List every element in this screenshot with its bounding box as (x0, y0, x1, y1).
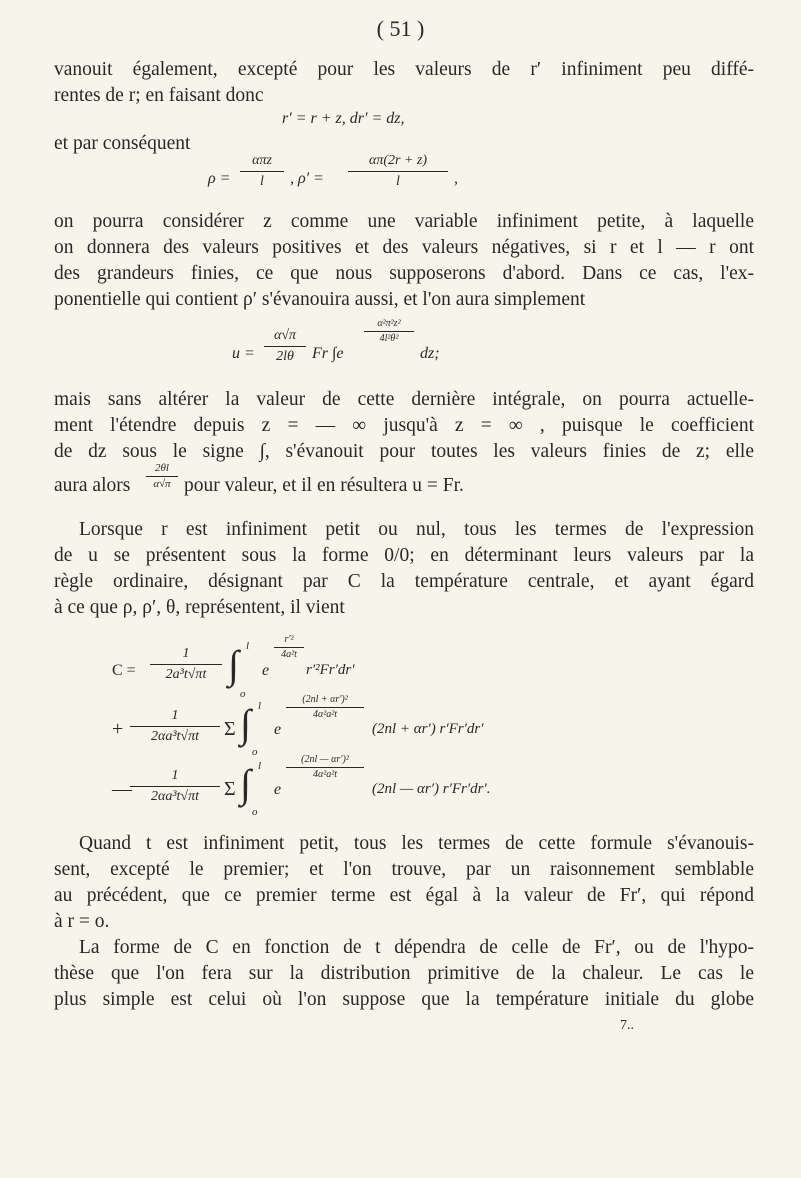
exponential-base: e (262, 662, 270, 679)
fraction-denominator: l (396, 174, 400, 189)
equation-substitution: r′ = r + z, dr′ = dz, (282, 110, 405, 127)
text-line: thèse que l'on fera sur la distribution primitive de la chaleur. Le cas le (54, 963, 754, 984)
integral-upper-limit: l (246, 640, 250, 652)
fraction-bar (274, 647, 304, 648)
integral-sign: ∫ (240, 701, 251, 746)
fraction-bar (130, 786, 220, 787)
text-line: sent, excepté le premier; et l'on trouve, par un raisonnement semblable (54, 859, 754, 880)
integral-lower-limit: o (240, 688, 246, 700)
fraction-term2 (130, 707, 220, 746)
integral-upper-limit: l (258, 760, 262, 772)
text-line: à ce que ρ, ρ′, θ, représentent, il vient (54, 597, 345, 618)
integral-lower-limit: o (252, 746, 258, 758)
text-line: et par conséquent (54, 133, 191, 154)
fraction-denominator: 2αa³t√πt (150, 729, 200, 744)
equation-u-lhs: u = (232, 345, 255, 362)
integral-sign: ∫ (228, 642, 239, 687)
text-line: des grandeurs finies, ce que nous supposerons d'abord. Dans ce cas, l'ex- (54, 263, 754, 284)
text-line: on pourra considérer z comme une variable infiniment petite, à laquelle (54, 211, 754, 232)
fraction-numerator: α√π (273, 328, 297, 343)
fraction-denominator: α√π (153, 478, 171, 490)
fraction-bar (348, 171, 448, 172)
fraction-denominator: 4l²θ² (379, 333, 399, 344)
equation-u-end: dz; (420, 345, 440, 362)
fraction-rho-prime (348, 152, 448, 191)
equation-rho-lhs: ρ = (208, 170, 231, 187)
fraction-bar (286, 707, 364, 708)
fraction-exponent (364, 318, 414, 345)
text-line: de dz sous le signe ∫, s'évanouit pour toutes les valeurs finies de z; elle (54, 441, 754, 462)
fraction-numerator: 1 (182, 646, 190, 661)
fraction-denominator: l (260, 174, 264, 189)
fraction-denominator: 2αa³t√πt (150, 789, 200, 804)
fraction-numerator: r′² (284, 634, 294, 645)
fraction-denominator: 4a²t (281, 649, 297, 660)
integral-lower-limit: o (252, 806, 258, 818)
fraction-bar (240, 171, 284, 172)
plus-sign: + (112, 718, 124, 740)
equation-u-integral: Fr ∫e (312, 345, 344, 362)
fraction-bar (130, 726, 220, 727)
text-line: on donnera des valeurs positives et des valeurs négatives, si r et l — r ont (54, 237, 754, 258)
text-line: rentes de r; en faisant donc (54, 85, 264, 106)
sum-sign: Σ (224, 718, 236, 740)
fraction-rho (240, 152, 284, 191)
integrand-tail: (2nl + αr′) r′Fr′dr′ (372, 721, 484, 737)
integrand-tail: (2nl — αr′) r′Fr′dr′. (372, 781, 491, 797)
fraction-bar (146, 476, 178, 477)
fraction-denominator: 4α²a²t (312, 709, 338, 720)
fraction-numerator: 1 (171, 768, 179, 783)
text-line: Lorsque r est infiniment petit ou nul, tous les termes de l'expression (79, 519, 754, 540)
text-line: La forme de C en fonction de t dépendra de celle de Fr′, ou de l'hypo- (79, 937, 754, 958)
text-line: à r = o. (54, 911, 110, 932)
integral-upper-limit: l (258, 700, 262, 712)
fraction-bar (364, 331, 414, 332)
fraction-term1 (150, 645, 222, 684)
fraction-denominator: 2a³t√πt (165, 667, 207, 682)
text-line: Quand t est infiniment petit, tous les termes de cette formule s'évanouis- (79, 833, 754, 854)
text-line: plus simple est celui où l'on suppose que la température initiale du globe (54, 989, 754, 1010)
text-line: de u se présentent sous la forme 0/0; en déterminant leurs valeurs par la (54, 545, 754, 566)
fraction-exponent (274, 634, 304, 661)
fraction-denominator: 4α²a²t (312, 769, 338, 780)
fraction-numerator: 2θl (155, 462, 169, 474)
text-line: au précédent, que ce premier terme est égal à la valeur de Fr′, qui répond (54, 885, 754, 906)
fraction-bar (150, 664, 222, 665)
fraction-bar (264, 346, 306, 347)
signature-mark: 7.. (620, 1018, 634, 1033)
fraction-numerator: 1 (171, 708, 179, 723)
equation-end: , (454, 170, 458, 187)
fraction-numerator: α²π²z² (377, 318, 401, 329)
fraction-inline (146, 462, 178, 491)
text-line-suffix: pour valeur, et il en résultera u = Fr. (184, 475, 464, 496)
text-line-prefix: aura alors (54, 475, 131, 496)
text-line: ponentielle qui contient ρ′ s'évanouira aussi, et l'on aura simplement (54, 289, 586, 310)
text-line: ment l'étendre depuis z = — ∞ jusqu'à z = ∞ , puisque le coefficient (54, 415, 754, 436)
equation-rho-prime-lhs: , ρ′ = (290, 170, 324, 187)
fraction-numerator: απz (252, 153, 272, 168)
fraction-u (264, 327, 306, 366)
fraction-numerator: (2nl + αr′)² (302, 694, 348, 705)
exponential-base: e (274, 781, 282, 798)
integral-sign: ∫ (240, 761, 251, 806)
fraction-bar (286, 767, 364, 768)
fraction-numerator: (2nl — αr′)² (301, 754, 349, 765)
equation-C-lhs: C = (112, 662, 136, 679)
fraction-term3 (130, 767, 220, 806)
text-line: mais sans altérer la valeur de cette dernière intégrale, on pourra actuelle- (54, 389, 754, 410)
fraction-exponent (286, 754, 364, 781)
integrand-tail: r′²Fr′dr′ (306, 662, 355, 678)
minus-sign: — (112, 778, 132, 800)
fraction-numerator: απ(2r + z) (368, 153, 428, 168)
text-line: règle ordinaire, désignant par C la température centrale, et ayant égard (54, 571, 754, 592)
exponential-base: e (274, 721, 282, 738)
fraction-denominator: 2lθ (276, 349, 294, 364)
page-number: ( 51 ) (376, 16, 425, 41)
sum-sign: Σ (224, 778, 236, 800)
text-line: vanouit également, excepté pour les valeurs de r′ infiniment peu diffé- (54, 59, 754, 80)
fraction-exponent (286, 694, 364, 721)
